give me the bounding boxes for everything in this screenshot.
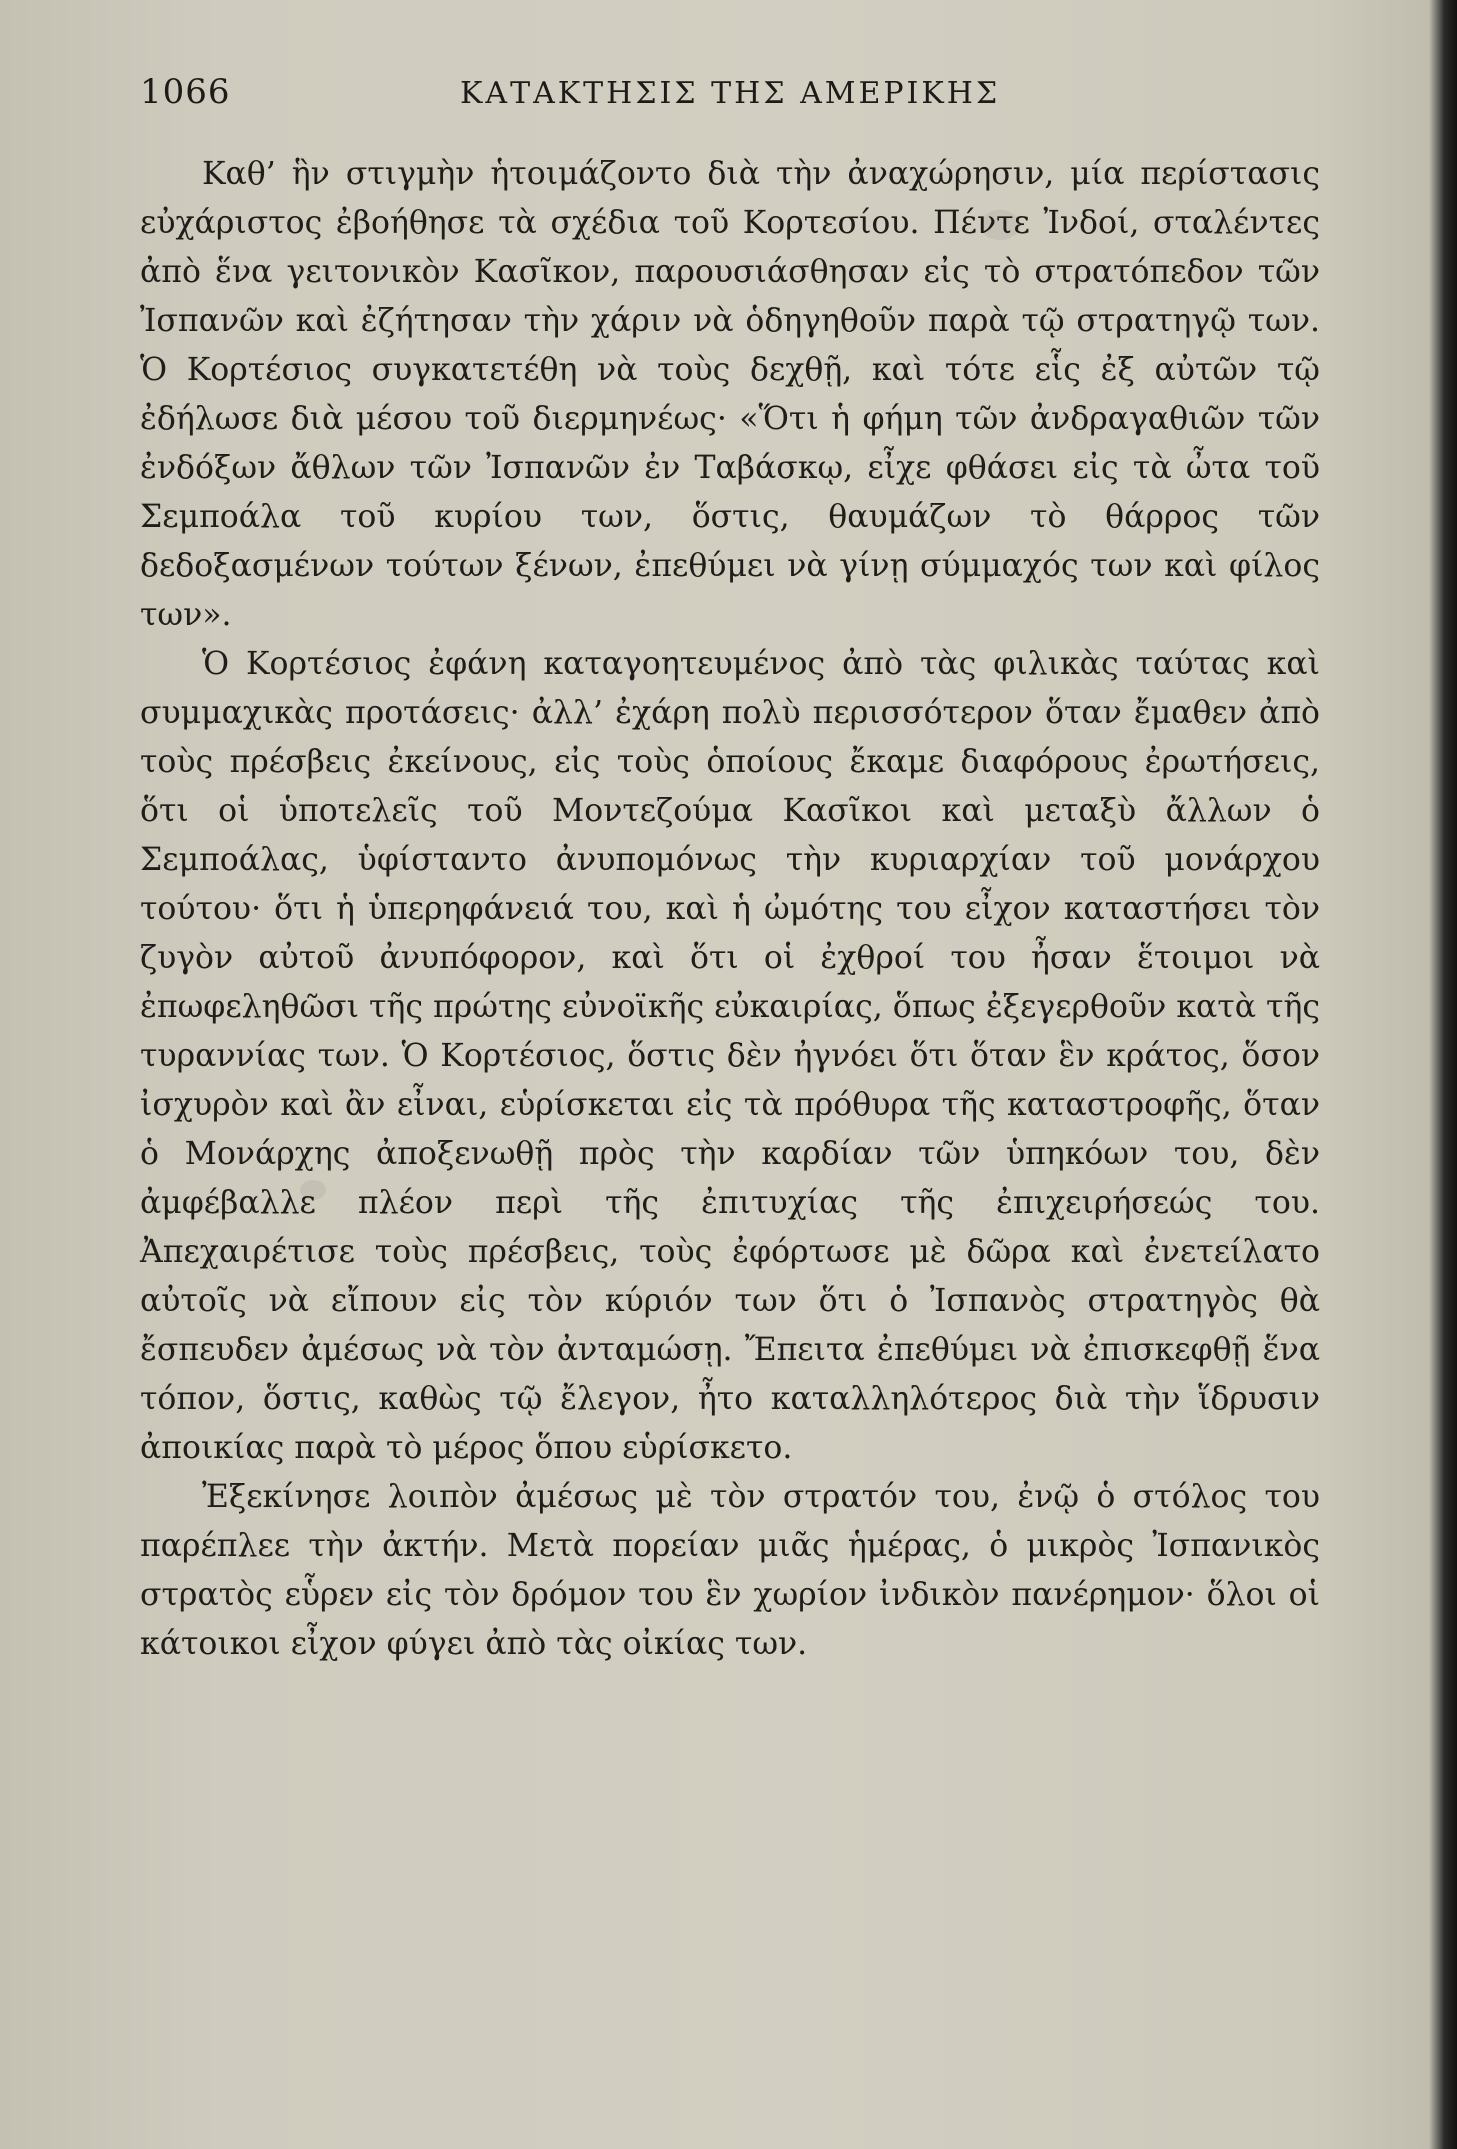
book-edge-shadow: [1429, 0, 1457, 2149]
paragraph-2: Ὁ Κορτέσιος ἐφάνη καταγοητευμένος ἀπὸ τὰς φιλικὰς ταύτας καὶ συμμαχικὰς προτάσεις· ἀλλ’ ἐχάρη πολὺ περισσότερον ὅταν ἔμαθεν ἀπὸ τοὺς πρέσβεις ἐκείνους, εἰς τοὺς ὁποίους ἔκαμε διαφόρους ἐρωτήσεις, ὅτι οἱ ὑποτελεῖς τοῦ Μοντεζούμα Κασῖκοι καὶ μεταξὺ ἄλλων ὁ Σεμποάλας, ὑφίσταντο ἀνυπομόνως τὴν κυριαρχίαν τοῦ μονάρχου τούτου· ὅτι ἡ ὑπερηφάνειά του, καὶ ἡ ὠμότης του εἶχον καταστήσει τὸν ζυγὸν αὐτοῦ ἀνυπόφορον, καὶ ὅτι οἱ ἐχθροί του ἦσαν ἕτοιμοι νὰ ἐπωφεληθῶσι τῆς πρώτης εὐνοϊκῆς εὐκαιρίας, ὅπως ἐξεγερθοῦν κατὰ τῆς τυραννίας των. Ὁ Κορτέσιος, ὅστις δὲν ἠγνόει ὅτι ὅταν ἓν κράτος, ὅσον ἰσχυρὸν καὶ ἂν εἶναι, εὑρίσκεται εἰς τὰ πρόθυρα τῆς καταστροφῆς, ὅταν ὁ Μονάρχης ἀποξενωθῇ πρὸς τὴν καρδίαν τῶν ὑπηκόων του, δὲν ἀμφέβαλλε πλέον περὶ τῆς ἐπιτυχίας τῆς ἐπιχειρήσεώς του. Ἀπεχαιρέτισε τοὺς πρέσβεις, τοὺς ἐφόρτωσε μὲ δῶρα καὶ ἐνετείλατο αὐτοῖς νὰ εἴπουν εἰς τὸν κύριόν των ὅτι ὁ Ἰσπανὸς στρατηγὸς θὰ ἔσπευδεν ἀμέσως νὰ τὸν ἀνταμώσῃ. Ἔπειτα ἐπεθύμει νὰ ἐπισκεφθῇ ἕνα τόπον, ὅστις, καθὼς τῷ ἔλεγον, ἦτο καταλληλότερος διὰ τὴν ἵδρυσιν ἀποικίας παρὰ τὸ μέρος ὅπου εὑρίσκετο.: [140, 646, 1320, 1466]
page-number: 1066: [140, 72, 231, 112]
page-header: [140, 72, 1320, 132]
running-title: ΚΑΤΑΚΤΗΣΙΣ ΤΗΣ ΑΜΕΡΙΚΗΣ: [460, 76, 1001, 111]
paragraph-3: Ἐξεκίνησε λοιπὸν ἀμέσως μὲ τὸν στρατόν του, ἐνῷ ὁ στόλος του παρέπλεε τὴν ἀκτήν. Μετὰ πορείαν μιᾶς ἡμέρας, ὁ μικρὸς Ἰσπανικὸς στρατὸς εὗρεν εἰς τὸν δρόμον του ἓν χωρίον ἰνδικὸν πανέρημον· ὅλοι οἱ κάτοικοι εἶχον φύγει ἀπὸ τὰς οἰκίας των.: [140, 1479, 1320, 1662]
paragraph-1: Καθ’ ἣν στιγμὴν ἡτοιμάζοντο διὰ τὴν ἀναχώρησιν, μία περίστασις εὐχάριστος ἐβοήθησε τὰ σχέδια τοῦ Κορτεσίου. Πέντε Ἰνδοί, σταλέντες ἀπὸ ἕνα γειτονικὸν Κασῖκον, παρουσιάσθησαν εἰς τὸ στρατόπεδον τῶν Ἰσπανῶν καὶ ἐζήτησαν τὴν χάριν νὰ ὁδηγηθοῦν παρὰ τῷ στρατηγῷ των. Ὁ Κορτέσιος συγκατετέθη νὰ τοὺς δεχθῇ, καὶ τότε εἷς ἐξ αὐτῶν τῷ ἐδήλωσε διὰ μέσου τοῦ διερμηνέως· «Ὅτι ἡ φήμη τῶν ἀνδραγαθιῶν τῶν ἐνδόξων ἄθλων τῶν Ἰσπανῶν ἐν Ταβάσκῳ, εἶχε φθάσει εἰς τὰ ὦτα τοῦ Σεμποάλα τοῦ κυρίου των, ὅστις, θαυμάζων τὸ θάρρος τῶν δεδοξασμένων τούτων ξένων, ἐπεθύμει νὰ γίνῃ σύμμαχός των καὶ φίλος των».: [140, 156, 1320, 633]
body-text: [140, 150, 1320, 1669]
